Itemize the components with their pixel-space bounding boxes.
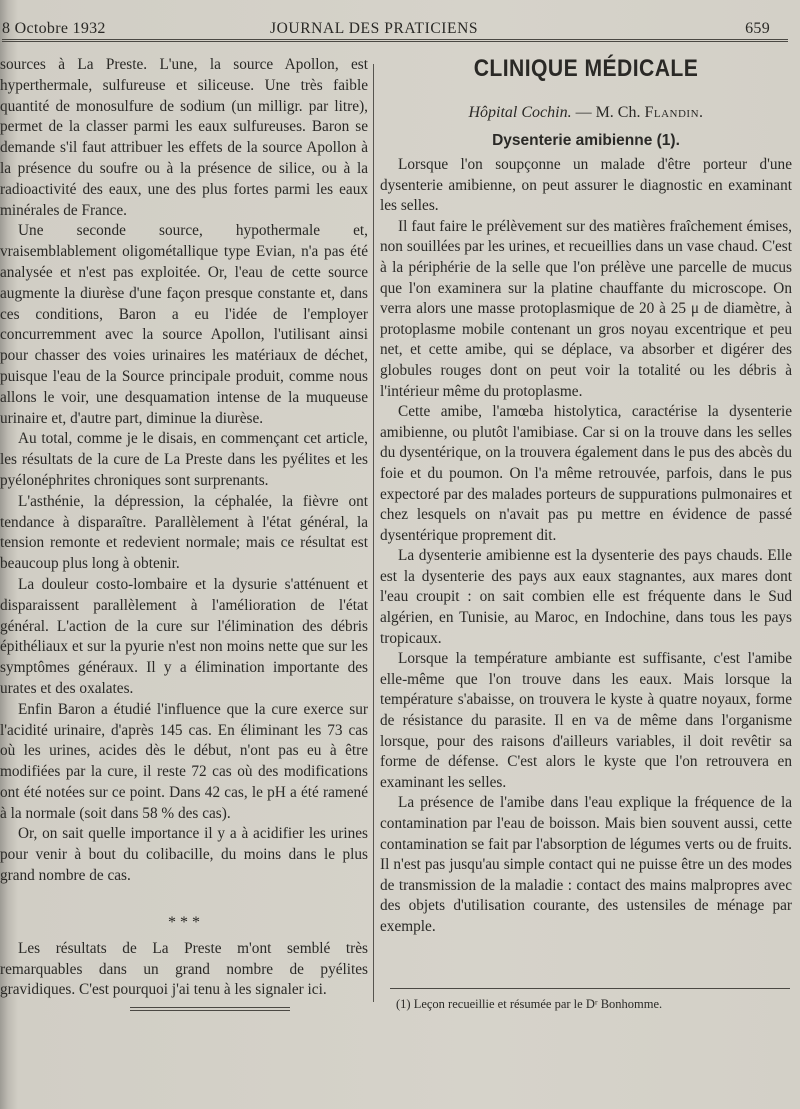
paragraph: Il faut faire le prélèvement sur des matières fraîchement émises, non souillées par les urines, et recueillies dans un vase chaud. C'est à la périphérie de la selle que l'on prélève une parcelle de mucus que l'on examinera sur la platine chauffante du microscope. On verra alors une masse protoplasmique de 20 à 25 μ de diamètre, à protoplasme mobile contenant un gros noyau excentrique et peu net, et cette amibe, qui se déplace, va absorber et digérer des globules rouges dont on peut voir la totalité ou les débris à l'intérieur même du protoplasme. bbox=[380, 217, 792, 400]
byline bbox=[380, 103, 792, 125]
paragraph: Or, on sait quelle importance il y a à acidifier les urines pour venir à bout du colibacille, du moins dans le plus grand nombre de cas. bbox=[0, 825, 368, 885]
byline-sep: — M. Ch. bbox=[571, 104, 645, 121]
byline-place: Hôpital Cochin. bbox=[468, 104, 572, 121]
running-header bbox=[0, 14, 800, 42]
footnote-rule bbox=[390, 988, 790, 989]
byline-author: Flandin. bbox=[644, 104, 704, 121]
paragraph: sources à La Preste. L'une, la source Apollon, est hyperthermale, sulfureuse et siliceuse. Une très faible quantité de monosulfure de sodium (un milligr. par litre), permet de la classer parmi les eaux sulfureuses. Baron se demande s'il faut attribuer les effets de la source Apollon à la présence du soufre ou à la présence de silice, ou à la radioactivité des eaux, une des plus fortes parmi les eaux minérales de France. bbox=[0, 56, 368, 219]
paragraph: La dysenterie amibienne est la dysenterie des pays chauds. Elle est la dysenterie des pays aux eaux stagnantes, aux mares dont l'eau croupit : on sait combien elle est fréquente dans le Sud algérien, en Tunisie, au Maroc, en Indochine, dans tous les pays tropicaux. bbox=[380, 547, 792, 647]
paragraph: Au total, comme je le disais, en commençant cet article, les résultats de la cure de La Preste dans les pyélites et les pyélonéphrites chroniques sont surprenants. bbox=[0, 430, 368, 489]
section-stars: * * * bbox=[168, 913, 200, 931]
article-subtitle: Dysenterie amibienne (1). bbox=[492, 132, 680, 149]
left-column bbox=[0, 55, 368, 1001]
section-title: CLINIQUE MÉDICALE bbox=[473, 55, 699, 82]
column-divider bbox=[373, 64, 374, 1002]
header-rule bbox=[2, 39, 788, 40]
end-rule bbox=[130, 1010, 290, 1011]
footnote: (1) Leçon recueillie et résumée par le Dʳ Bonhomme. bbox=[396, 997, 663, 1011]
end-rule bbox=[130, 1007, 290, 1008]
page-number: 659 bbox=[745, 20, 770, 37]
header-rule bbox=[2, 41, 788, 42]
closing-paragraph: Les résultats de La Preste m'ont semblé très remarquables dans un grand nombre de pyélites gravidiques. C'est pourquoi j'ai tenu à les signaler ici. bbox=[0, 939, 368, 999]
paragraph: Cette amibe, l'amœba histolytica, caractérise la dysenterie amibienne, ou plutôt l'amibiase. Car si on la trouve dans les selles du dysentérique, on la trouvera également dans le pus des abcès du foie et du poumon. On l'a même retrouvée, parfois, dans le pus expectoré par des malades porteurs de suppurations pulmonaires et chez lesquels on n'avait pas pu mettre en évidence de passé dysentérique proprement dit. bbox=[380, 403, 792, 544]
paragraph: Lorsque la température ambiante est suffisante, c'est l'amibe elle-même que l'on trouve dans les eaux. Mais lorsque la température s'abaisse, on trouvera le kyste à quatre noyaux, forme de résistance du parasite. Il en va de même dans l'organisme lorsque, pour des raisons d'ailleurs variables, il doit revêtir sa forme de défense. C'est alors le kyste que l'on retrouvera en examinant les selles. bbox=[380, 650, 792, 791]
paragraph: Lorsque l'on soupçonne un malade d'être porteur d'une dysenterie amibienne, on peut assurer le diagnostic en examinant les selles. bbox=[380, 156, 792, 215]
paragraph: Enfin Baron a étudié l'influence que la cure exerce sur l'acidité urinaire, d'après 145 cas. En éliminant les 73 cas où les urines, acides dès le début, n'ont pas eu à être modifiées par la cure, il reste 72 cas où des modifications ont été notées sur ce point. Dans 42 cas, le pH a été ramené à la normale (soit dans 58 % des cas). bbox=[0, 700, 368, 822]
paragraph: Une seconde source, hypothermale et, vraisemblablement oligométallique type Evian, n'a pas été analysée et n'est pas exploitée. Or, l'eau de cette source augmente la diurèse d'une façon presque constante et, dans ces conditions, Baron a eu l'idée de l'employer concurremment avec la source Apollon, l'utilisant ainsi pour chasser des voies urinaires les matériaux de déchet, puisque l'eau de la Source principale produit, comme nous allons le voir, une desquamation intense de la muqueuse urinaire et, d'autre part, diminue la diurèse. bbox=[0, 222, 368, 427]
paragraph: La présence de l'amibe dans l'eau explique la fréquence de la contamination par l'eau de boisson. Mais bien souvent aussi, cette contamination se fait par l'absorption de légumes verts ou de fruits. Il n'est pas jusqu'au simple contact qui ne puisse être un des modes de transmission de la maladie : contact des mains malpropres avec des objets d'utilisation courante, des ustensiles de ménage par exemple. bbox=[380, 794, 792, 935]
right-column bbox=[380, 55, 792, 938]
journal-title: JOURNAL DES PRATICIENS bbox=[270, 20, 479, 37]
issue-date: 8 Octobre 1932 bbox=[2, 20, 106, 37]
paragraph: La douleur costo-lombaire et la dysurie s'atténuent et disparaissent parallèlement à l'amélioration de l'état général. L'action de la cure sur l'élimination des débris épithéliaux et sur la pyurie n'est non moins nette que sur les symptômes généraux. Il y a élimination importante des urates et des oxalates. bbox=[0, 575, 368, 697]
paragraph: L'asthénie, la dépression, la céphalée, la fièvre ont tendance à disparaître. Parallèlement à l'état général, la tension remonte et redevient normale; mais ce résultat est beaucoup plus long à obtenir. bbox=[0, 492, 368, 573]
